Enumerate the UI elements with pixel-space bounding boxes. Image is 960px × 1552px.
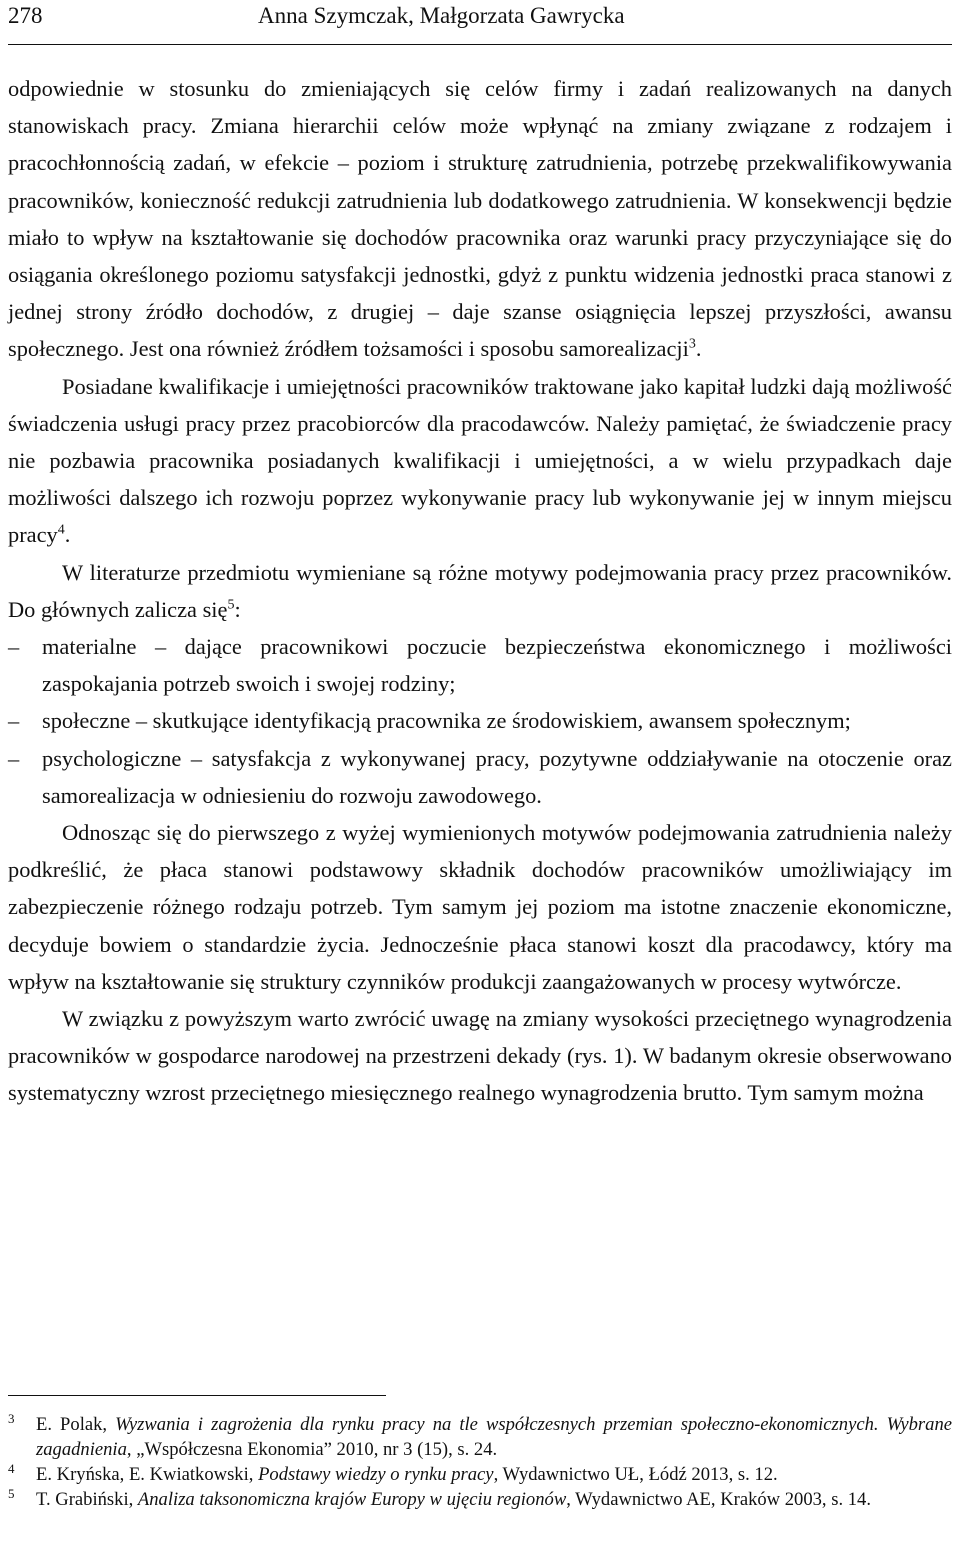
paragraph-5: W związku z powyższym warto zwrócić uwagę na zmiany wysokości przeciętnego wynagrodzenia pracowników w gospodarce narodowej na przestrzeni dekady (rys. 1). W badanym okresie obserwowano systematyczny wzrost przeciętnego miesięcznego realnego wynagrodzenia brutto. Tym samym można: [8, 1006, 952, 1106]
list-item: – psychologiczne – satysfakcja z wykonywanej pracy, pozytywne oddziaływanie na otoczenie oraz samorealizacja w odniesieniu do rozwoju zawodowego.: [8, 740, 952, 814]
dash-bullet: –: [8, 634, 20, 660]
paragraph-4: Odnosząc się do pierwszego z wyżej wymienionych motywów podejmowania zatrudnienia należy podkreślić, że płaca stanowi podstawowy składnik dochodów pracowników umożliwiający im zabezpieczenie różnego rodzaju potrzeb. Tym samym jej poziom ma istotne znaczenie ekonomiczne, decyduje bowiem o standardzie życia. Jednocześnie płaca stanowi koszt dla pracodawcy, który ma wpływ na kształtowanie się struktury czynników produkcji zaangażowanych w procesy wytwórcze.: [8, 820, 952, 994]
page-header: [8, 0, 952, 45]
list-item: – społeczne – skutkujące identyfikacją pracownika ze środowiskiem, awansem społecznym;: [8, 702, 952, 739]
dash-bullet: –: [8, 708, 20, 734]
footnote-separator: [8, 1395, 386, 1396]
motives-list: [8, 628, 952, 814]
footnote-5: 5 T. Grabiński, Analiza taksonomiczna krajów Europy w ujęciu regionów, Wydawnictwo AE, Kraków 2003, s. 14.: [8, 1486, 871, 1510]
page-number: 278: [8, 3, 43, 28]
paragraph-2: Posiadane kwalifikacje i umiejętności pracowników traktowane jako kapitał ludzki dają możliwość świadczenia usługi pracy przez pracobiorców dla pracodawców. Należy pamiętać, że świadczenie pracy nie pozbawia pracownika posiadanych kwalifikacji i umiejętności, a w wielu przypadkach daje możliwości dalszego ich rozwoju poprzez wykonywanie pracy lub wykonywanie jej w innym miejscu pracy$^4$.: [8, 373, 952, 548]
list-item: – materialne – dające pracownikowi poczucie bezpieczeństwa ekonomicznego i możliwości zaspokajania potrzeb swoich i swojej rodziny;: [8, 628, 952, 702]
footnote-ref-3[interactable]: 3: [688, 336, 696, 352]
footnotes: [8, 1412, 952, 1512]
footnote-3: 3 E. Polak, Wyzwania i zagrożenia dla rynku pracy na tle współczesnych przemian społeczno-ekonomicznych. Wybrane zagadnienia, „Współczesna Ekonomia” 2010, nr 3 (15), s. 24.: [8, 1411, 952, 1460]
footnote-ref-5[interactable]: 5: [227, 597, 235, 613]
running-head-authors: Anna Szymczak, Małgorzata Gawrycka: [258, 3, 625, 28]
paragraph-1: odpowiednie w stosunku do zmieniających się celów firmy i zadań realizowanych na danych stanowiskach pracy. Zmiana hierarchii celów może wpłynąć na zmiany związane z rodzajem i pracochłonnością zadań, w efekcie – poziom i strukturę zatrudnienia, potrzebę przekwalifikowywania pracowników, konieczność redukcji zatrudnienia lub dodatkowego zatrudnienia. W konsekwencji będzie miało to wpływ na kształtowanie się dochodów pracownika oraz warunki pracy przyczyniające się do osiągania określonego poziomu satysfakcji jednostki, gdyż z punktu widzenia jednostki praca stanowi z jednej strony źródło dochodów, z drugiej – daje szanse osiągnięcia lepszej przyszłości, awansu społecznego. Jest ona również źródłem tożsamości i sposobu samorealizacji$^3$.: [8, 76, 952, 362]
body-text: [8, 70, 952, 1112]
footnote-4: 4 E. Kryńska, E. Kwiatkowski, Podstawy wiedzy o rynku pracy, Wydawnictwo UŁ, Łódź 2013, s. 12.: [8, 1461, 778, 1485]
paragraph-3: W literaturze przedmiotu wymieniane są różne motywy podejmowania pracy przez pracowników. Do głównych zalicza się$^5$:: [8, 559, 952, 622]
dash-bullet: –: [8, 745, 20, 771]
footnote-ref-4[interactable]: 4: [57, 522, 65, 538]
